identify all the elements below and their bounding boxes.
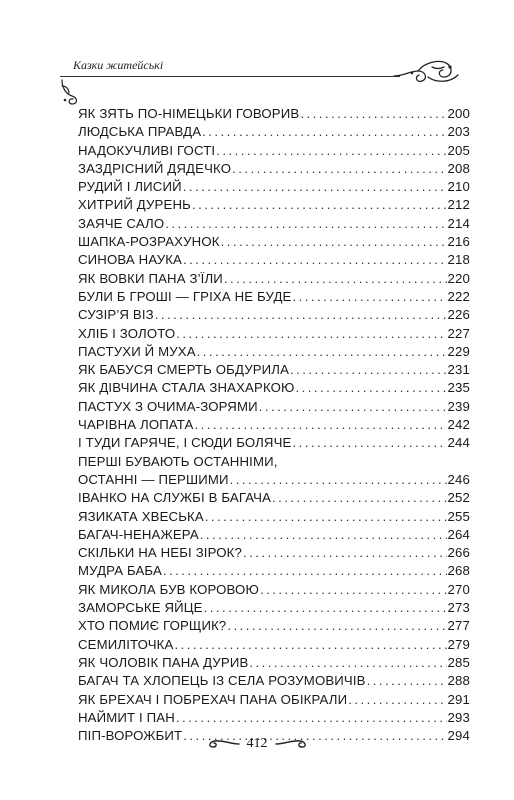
toc-entry-title: ЗАЯЧЕ САЛО xyxy=(78,215,165,231)
toc-entry-title: ХЛІБ І ЗОЛОТО xyxy=(78,325,176,341)
toc-entry-title: НАЙМИТ І ПАН xyxy=(78,709,175,725)
toc-entry-page: 235 xyxy=(447,380,470,396)
toc-entry[interactable] xyxy=(78,123,470,141)
toc-entry-page: 291 xyxy=(447,691,470,707)
toc-entry-page: 218 xyxy=(447,252,470,268)
dot-leader xyxy=(195,416,447,434)
toc-entry-page: 255 xyxy=(447,508,470,524)
dot-leader xyxy=(292,288,446,306)
dot-leader xyxy=(348,691,446,709)
dot-leader xyxy=(232,160,446,178)
toc-entry-title: РУДИЙ І ЛИСИЙ xyxy=(78,179,182,195)
toc-entry-title: ЯК БРЕХАЧ І ПОБРЕХАЧ ПАНА ОБІКРАЛИ xyxy=(78,691,348,707)
toc-entry-title: ПАСТУХ З ОЧИМА-ЗОРЯМИ xyxy=(78,398,258,414)
header-rule xyxy=(60,76,400,77)
toc-entry[interactable] xyxy=(78,343,470,361)
toc-entry-page: 285 xyxy=(447,654,470,670)
dot-leader xyxy=(183,178,447,196)
dot-leader xyxy=(260,581,447,599)
page-number: 412 xyxy=(246,736,268,751)
toc-entry-page: 277 xyxy=(447,618,470,634)
dot-leader xyxy=(243,544,447,562)
toc-entry-title: ЯК ЗЯТЬ ПО-НІМЕЦЬКИ ГОВОРИВ xyxy=(78,106,300,121)
toc-entry-page: 227 xyxy=(447,325,470,341)
toc-entry-title: ХИТРИЙ ДУРЕНЬ xyxy=(78,197,191,213)
toc-entry[interactable] xyxy=(78,416,470,434)
dot-leader xyxy=(230,471,447,489)
dot-leader xyxy=(249,654,446,672)
dot-leader xyxy=(293,434,447,452)
toc-entry[interactable] xyxy=(78,654,470,672)
toc-entry-title: ЛЮДСЬКА ПРАВДА xyxy=(78,124,202,140)
dot-leader xyxy=(155,306,447,324)
dot-leader xyxy=(221,233,447,251)
toc-entry-title: ЯК МИКОЛА БУВ КОРОВОЮ xyxy=(78,581,259,597)
toc-entry[interactable] xyxy=(78,270,470,288)
toc-entry-page: 212 xyxy=(447,197,470,213)
toc-entry[interactable] xyxy=(78,672,470,690)
toc-entry[interactable] xyxy=(78,142,470,160)
toc-entry-title: ШАПКА-РОЗРАХУНОК xyxy=(78,234,220,250)
toc-entry[interactable] xyxy=(78,215,470,233)
toc-entry[interactable] xyxy=(78,196,470,214)
toc-entry-title: ЯК ЧОЛОВІК ПАНА ДУРИВ xyxy=(78,654,249,670)
dot-leader xyxy=(202,123,446,141)
toc-entry-page: 268 xyxy=(447,563,470,579)
toc-entry[interactable] xyxy=(78,398,470,416)
toc-entry-title: ЯК ДІВЧИНА СТАЛА ЗНАХАРКОЮ xyxy=(78,380,295,396)
toc-entry-title: І ТУДИ ГАРЯЧЕ, І СЮДИ БОЛЯЧЕ xyxy=(78,435,292,451)
toc-entry-page: 273 xyxy=(447,600,470,616)
dot-leader xyxy=(216,142,446,160)
toc-entry-page: 264 xyxy=(447,526,470,542)
toc-entry[interactable] xyxy=(78,105,470,123)
toc-entry[interactable] xyxy=(78,544,470,562)
dot-leader xyxy=(183,251,447,269)
toc-entry-page: 279 xyxy=(447,636,470,652)
page-footer xyxy=(0,732,514,756)
toc-entry[interactable] xyxy=(78,379,470,397)
dot-leader xyxy=(192,196,447,214)
dot-leader xyxy=(300,105,446,123)
toc-entry[interactable] xyxy=(78,691,470,709)
toc-entry[interactable] xyxy=(78,617,470,635)
toc-entry[interactable] xyxy=(78,434,470,452)
dot-leader xyxy=(296,379,447,397)
dot-leader xyxy=(165,215,446,233)
flourish-ornament-icon xyxy=(392,55,462,89)
toc-entry-page: 288 xyxy=(447,673,470,689)
toc-entry-page: 214 xyxy=(447,215,470,231)
toc-entry[interactable] xyxy=(78,325,470,343)
dot-leader xyxy=(176,709,447,727)
toc-entry[interactable] xyxy=(78,361,470,379)
toc-entry-page: 294 xyxy=(447,728,470,744)
dot-leader xyxy=(204,599,447,617)
right-swash-icon xyxy=(274,737,310,751)
dot-leader xyxy=(272,489,447,507)
toc-entry-title: ЯК БАБУСЯ СМЕРТЬ ОБДУРИЛА xyxy=(78,362,290,378)
toc-entry[interactable] xyxy=(78,178,470,196)
toc-entry-title: БУЛИ Б ГРОШІ — ГРІХА НЕ БУДЕ xyxy=(78,288,292,304)
toc-entry-title: БАГАЧ ТА ХЛОПЕЦЬ ІЗ СЕЛА РОЗУМОВИЧІВ xyxy=(78,673,366,689)
toc-entry-title: БАГАЧ-НЕНАЖЕРА xyxy=(78,526,199,542)
toc-entry-title: ПЕРШІ БУВАЮТЬ ОСТАННІМИ, xyxy=(78,453,278,469)
toc-entry-page: 220 xyxy=(447,270,470,286)
toc-entry-page: 270 xyxy=(447,581,470,597)
dot-leader xyxy=(290,361,447,379)
toc-entry[interactable] xyxy=(78,526,470,544)
toc-entry-continued[interactable] xyxy=(78,453,470,471)
dot-leader xyxy=(224,270,447,288)
toc-entry-title: ЗАМОРСЬКЕ ЯЙЦЕ xyxy=(78,600,203,616)
dot-leader xyxy=(163,562,447,580)
dot-leader xyxy=(259,398,447,416)
toc-entry[interactable] xyxy=(78,233,470,251)
toc-entry-page: 203 xyxy=(447,124,470,140)
toc-entry-page: 226 xyxy=(447,307,470,323)
toc-entry-page: 210 xyxy=(447,179,470,195)
toc-entry[interactable] xyxy=(78,508,470,526)
toc-entry[interactable] xyxy=(78,160,470,178)
toc-entry[interactable] xyxy=(78,636,470,654)
table-of-contents xyxy=(78,105,470,745)
toc-entry-title: ПАСТУХИ Й МУХА xyxy=(78,343,196,359)
toc-entry-page: 216 xyxy=(447,234,470,250)
toc-entry-title: ХТО ПОМИЄ ГОРЩИК? xyxy=(78,618,227,634)
toc-entry[interactable] xyxy=(78,288,470,306)
left-swash-icon xyxy=(205,737,241,751)
toc-entry[interactable] xyxy=(78,562,470,580)
toc-entry[interactable] xyxy=(78,599,470,617)
toc-entry-page: 231 xyxy=(447,362,470,378)
dot-leader xyxy=(200,526,447,544)
toc-entry-title: МУДРА БАБА xyxy=(78,563,162,579)
toc-entry[interactable] xyxy=(78,471,470,489)
toc-entry-page: 293 xyxy=(447,709,470,725)
toc-entry-title: СЕМИЛІТОЧКА xyxy=(78,636,174,652)
toc-entry-page: 242 xyxy=(447,417,470,433)
toc-entry[interactable] xyxy=(78,306,470,324)
toc-entry-page: 208 xyxy=(447,160,470,176)
toc-entry-title: СУЗІР’Я ВІЗ xyxy=(78,307,154,323)
toc-entry-page: 200 xyxy=(447,106,470,121)
toc-entry-page: 229 xyxy=(447,343,470,359)
toc-entry-title: ЯЗИКАТА ХВЕСЬКА xyxy=(78,508,204,524)
toc-entry-title: СИНОВА НАУКА xyxy=(78,252,182,268)
toc-entry[interactable] xyxy=(78,581,470,599)
dot-leader xyxy=(205,508,447,526)
toc-entry-page: 252 xyxy=(447,490,470,506)
toc-entry[interactable] xyxy=(78,251,470,269)
dot-leader xyxy=(176,325,446,343)
corner-flourish-icon xyxy=(60,78,82,106)
toc-entry-title: НАДОКУЧЛИВІ ГОСТІ xyxy=(78,142,216,158)
toc-entry-title: ЗАЗДРІСНИЙ ДЯДЕЧКО xyxy=(78,160,232,176)
toc-entry-title: ПІП-ВОРОЖБИТ xyxy=(78,728,183,744)
toc-entry-title: СКІЛЬКИ НА НЕБІ ЗІРОК? xyxy=(78,545,242,561)
toc-entry-title: ЧАРІВНА ЛОПАТА xyxy=(78,417,194,433)
running-head: Казки житейські xyxy=(73,58,164,72)
toc-entry-title: ЯК ВОВКИ ПАНА З’ЇЛИ xyxy=(78,270,223,286)
dot-leader xyxy=(367,672,447,690)
toc-entry-page: 246 xyxy=(447,471,470,487)
toc-entry-title: ІВАНКО НА СЛУЖБІ В БАГАЧА xyxy=(78,490,272,506)
dot-leader xyxy=(174,636,446,654)
dot-leader xyxy=(227,617,446,635)
toc-entry-page: 239 xyxy=(447,398,470,414)
dot-leader xyxy=(197,343,447,361)
toc-entry-page: 266 xyxy=(447,545,470,561)
toc-entry[interactable] xyxy=(78,489,470,507)
toc-entry-title: ОСТАННІ — ПЕРШИМИ xyxy=(78,471,229,487)
toc-entry-page: 222 xyxy=(447,288,470,304)
toc-entry[interactable] xyxy=(78,709,470,727)
toc-entry-page: 205 xyxy=(447,142,470,158)
toc-entry-page: 244 xyxy=(447,435,470,451)
